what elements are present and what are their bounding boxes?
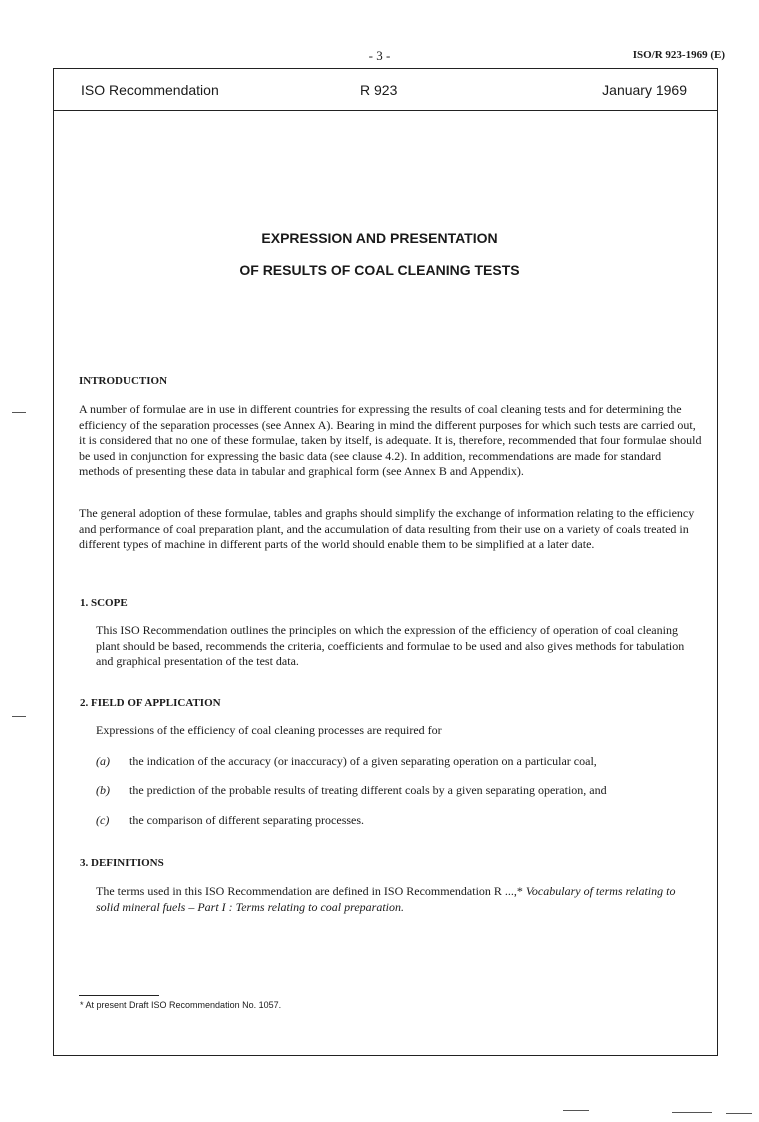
scope-text: This ISO Recommendation outlines the principles on which the expression of the efficiency of operation of coal cleaning plant should be based, recommends the criteria, coefficients and formulae to be used and also gives methods for tabulation and graphical presentation of the test data. (96, 623, 685, 668)
header-bar (54, 69, 717, 111)
scan-mark (672, 1112, 712, 1113)
list-item-label: (c) (96, 813, 110, 827)
footnote-rule (79, 995, 159, 996)
definitions-heading: 3. DEFINITIONS (80, 857, 164, 869)
title-line-1: EXPRESSION AND PRESENTATION (261, 230, 498, 246)
list-item-label: (b) (96, 783, 110, 797)
list-item-text: the prediction of the probable results of treating different coals by a given separating operation, and (129, 783, 607, 797)
footnote: * At present Draft ISO Recommendation No. 1057. (80, 1000, 282, 1010)
scan-mark (563, 1110, 589, 1111)
introduction-heading: INTRODUCTION (79, 375, 168, 387)
definitions-text (96, 884, 696, 915)
list-item (96, 813, 696, 828)
field-intro: Expressions of the efficiency of coal cleaning processes are required for (96, 723, 442, 737)
scan-mark (726, 1113, 752, 1114)
header-number: R 923 (360, 82, 398, 98)
definitions-text-italic: Vocabulary of terms relating to solid mineral fuels – Part I : Terms relating to coal preparation. (96, 884, 676, 914)
list-item-text: the comparison of different separating processes. (129, 813, 365, 827)
definitions-text-plain: The terms used in this ISO Recommendation are defined in ISO Recommendation R ...,* (96, 884, 523, 898)
introduction-paragraph-2: The general adoption of these formulae, tables and graphs should simplify the exchange of information relating to the efficiency and performance of coal preparation plant, and the accumulation of data resulting from their use on a variety of coals treated in different types of machine in different parts of the world should enable them to be simplified at a later date. (79, 506, 695, 551)
list-item-label: (a) (96, 754, 110, 768)
header-date: January 1969 (602, 82, 687, 98)
list-item (96, 754, 696, 769)
field-heading: 2. FIELD OF APPLICATION (80, 697, 221, 709)
scan-mark (12, 412, 26, 413)
list-item (96, 783, 696, 798)
introduction-paragraph-1: A number of formulae are in use in different countries for expressing the results of coal cleaning tests and for determining the efficiency of the separation processes (see Annex A). Bearing in mind the different purposes for which such tests are carried out, it is considered that no one of these formulae, taken by itself, is adequate. It is, therefore, recommended that four formulae should be used in conjunction for expressing the basic data (see clause 4.2). In addition, recommendations are made for standard methods of presenting these data in tabular and graphical form (see Annex B and Appendix). (79, 402, 702, 478)
scope-heading: 1. SCOPE (80, 597, 128, 609)
page-number: - 3 - (368, 48, 391, 63)
list-item-text: the indication of the accuracy (or inaccuracy) of a given separating operation on a particular coal, (129, 754, 597, 768)
header-series: ISO Recommendation (81, 82, 219, 98)
document-reference: ISO/R 923-1969 (E) (632, 49, 725, 61)
title-line-2: OF RESULTS OF COAL CLEANING TESTS (239, 262, 520, 278)
scan-mark (12, 716, 26, 717)
